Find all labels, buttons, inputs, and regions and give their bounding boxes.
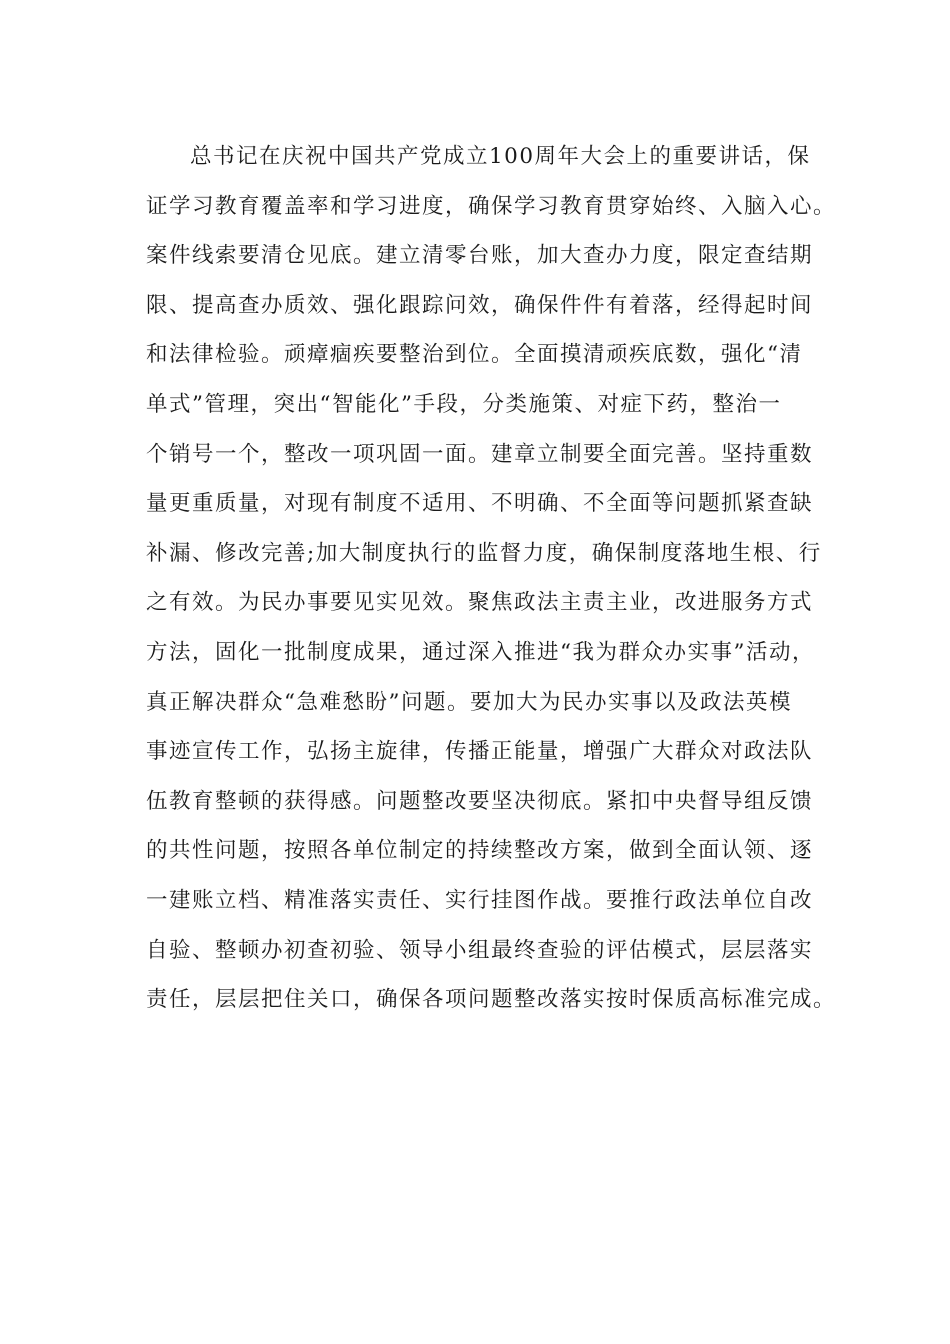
- paragraph-line-16: 一建账立档、精准落实责任、实行挂图作战。要推行政法单位自改: [146, 887, 814, 913]
- body-paragraph: [146, 132, 837, 1025]
- paragraph-line-17: 自验、整顿办初查初验、领导小组最终查验的评估模式，层层落实: [146, 937, 814, 963]
- paragraph-line-3: 案件线索要清仓见底。建立清零台账，加大查办力度，限定查结期: [146, 243, 814, 269]
- paragraph-line-12: 真正解决群众“急难愁盼”问题。要加大为民办实事以及政法英模: [146, 689, 792, 715]
- paragraph-line-1: 总书记在庆祝中国共产党成立100周年大会上的重要讲话，保: [190, 144, 811, 169]
- paragraph-line-5: 和法律检验。顽瘴痼疾要整治到位。全面摸清顽疾底数，强化“清: [146, 342, 803, 368]
- paragraph-line-6: 单式”管理，突出“智能化”手段，分类施策、对症下药，整治一: [146, 391, 782, 417]
- paragraph-line-4: 限、提高查办质效、强化跟踪问效，确保件件有着落，经得起时间: [146, 292, 814, 318]
- paragraph-line-8: 量更重质量，对现有制度不适用、不明确、不全面等问题抓紧查缺: [146, 491, 814, 517]
- paragraph-line-10: 之有效。为民办事要见实见效。聚焦政法主责主业，改进服务方式: [146, 590, 814, 616]
- paragraph-line-11: 方法，固化一批制度成果，通过深入推进“我为群众办实事”活动，: [146, 639, 815, 665]
- paragraph-line-9: 补漏、修改完善;加大制度执行的监督力度，确保制度落地生根、行: [146, 540, 822, 566]
- paragraph-line-15: 的共性问题，按照各单位制定的持续整改方案，做到全面认领、逐: [146, 838, 814, 864]
- paragraph-line-2: 证学习教育覆盖率和学习进度，确保学习教育贯穿始终、入脑入心。: [146, 193, 837, 219]
- paragraph-line-7: 个销号一个，整改一项巩固一面。建章立制要全面完善。坚持重数: [146, 441, 814, 467]
- paragraph-line-18: 责任，层层把住关口，确保各项问题整改落实按时保质高标准完成。: [146, 987, 837, 1013]
- paragraph-line-14: 伍教育整顿的获得感。问题整改要坚决彻底。紧扣中央督导组反馈: [146, 788, 814, 814]
- paragraph-line-13: 事迹宣传工作，弘扬主旋律，传播正能量，增强广大群众对政法队: [146, 739, 814, 765]
